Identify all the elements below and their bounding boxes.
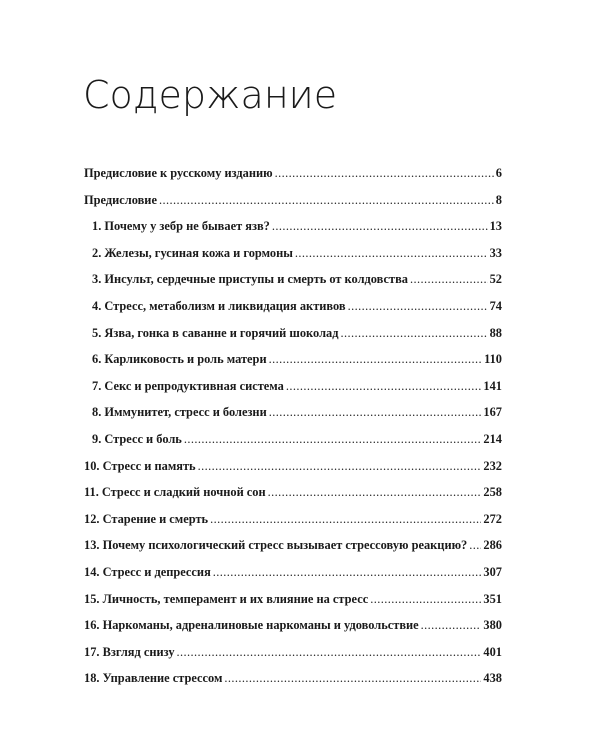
dot-leader — [269, 405, 482, 420]
toc-entry[interactable] — [84, 565, 502, 592]
toc-entry[interactable] — [84, 538, 502, 565]
toc-entry[interactable] — [84, 485, 502, 512]
toc-entry-page: 401 — [483, 644, 502, 659]
toc-entry[interactable] — [84, 379, 502, 406]
toc-entry-title: 12. Старение и смерть — [84, 511, 209, 526]
toc-entry[interactable] — [84, 326, 502, 353]
toc-entry-page: 52 — [489, 272, 502, 287]
dot-leader — [275, 166, 494, 181]
dot-leader — [224, 671, 481, 686]
dot-leader — [295, 246, 488, 261]
dot-leader — [198, 459, 482, 474]
toc-entry[interactable] — [84, 512, 502, 539]
dot-leader — [421, 618, 482, 633]
toc-entry-page: 110 — [484, 352, 502, 367]
toc-entry[interactable] — [84, 592, 502, 619]
dot-leader — [370, 592, 481, 607]
toc-entry-title: Предисловие — [84, 192, 157, 207]
dot-leader — [340, 326, 487, 341]
toc-entry-page: 272 — [483, 511, 502, 526]
table-of-contents — [84, 166, 502, 698]
toc-entry[interactable] — [84, 432, 502, 459]
toc-entry[interactable] — [84, 193, 502, 220]
toc-entry-page: 438 — [483, 671, 502, 686]
toc-entry-title: 16. Наркоманы, адреналиновые наркоманы и удовольствие — [84, 618, 419, 633]
toc-entry-page: 167 — [483, 405, 502, 420]
toc-entry-page: 13 — [489, 219, 502, 234]
toc-entry[interactable] — [84, 645, 502, 672]
dot-leader — [469, 538, 481, 553]
dot-leader — [159, 193, 494, 208]
toc-entry[interactable] — [84, 405, 502, 432]
toc-entry-title: 2. Железы, гусиная кожа и гормоны — [92, 245, 293, 260]
toc-entry-page: 286 — [483, 538, 502, 553]
toc-entry-title: 4. Стресс, метаболизм и ликвидация активов — [92, 298, 346, 313]
dot-leader — [286, 379, 482, 394]
toc-entry-title: 5. Язва, гонка в саванне и горячий шоколад — [92, 325, 339, 340]
dot-leader — [272, 219, 488, 234]
toc-entry-page: 33 — [489, 245, 502, 260]
toc-entry-title: 9. Стресс и боль — [92, 431, 182, 446]
toc-entry-title: 13. Почему психологический стресс вызывает стрессовую реакцию? — [84, 538, 468, 553]
toc-entry[interactable] — [84, 459, 502, 486]
toc-entry-page: 258 — [483, 485, 502, 500]
toc-entry-title: 3. Инсульт, сердечные приступы и смерть от колдовства — [92, 272, 408, 287]
toc-entry[interactable] — [84, 352, 502, 379]
toc-entry-page: 351 — [483, 591, 502, 606]
toc-entry-title: 11. Стресс и сладкий ночной сон — [84, 485, 266, 500]
toc-entry-title: 17. Взгляд снизу — [84, 644, 175, 659]
toc-entry-title: 14. Стресс и депрессия — [84, 564, 211, 579]
toc-entry-page: 88 — [489, 325, 502, 340]
toc-entry-page: 214 — [483, 431, 502, 446]
dot-leader — [210, 512, 481, 527]
toc-entry-page: 141 — [483, 378, 502, 393]
toc-entry[interactable] — [84, 671, 502, 698]
toc-entry-title: 8. Иммунитет, стресс и болезни — [92, 405, 267, 420]
toc-entry-title: 7. Секс и репродуктивная система — [92, 378, 284, 393]
toc-entry[interactable] — [84, 246, 502, 273]
dot-leader — [269, 352, 483, 367]
page-title: Содержание — [83, 73, 338, 117]
toc-entry-page: 232 — [483, 458, 502, 473]
dot-leader — [184, 432, 482, 447]
toc-entry[interactable] — [84, 618, 502, 645]
toc-entry-title: 18. Управление стрессом — [84, 671, 223, 686]
toc-entry-page: 74 — [489, 298, 502, 313]
toc-entry[interactable] — [84, 219, 502, 246]
toc-entry-page: 6 — [495, 166, 502, 180]
toc-entry-page: 380 — [483, 618, 502, 633]
toc-entry[interactable] — [84, 299, 502, 326]
dot-leader — [348, 299, 488, 314]
toc-entry[interactable] — [84, 272, 502, 299]
toc-entry-title: 15. Личность, темперамент и их влияние на стресс — [84, 591, 369, 606]
toc-entry-title: Предисловие к русскому изданию — [84, 166, 273, 180]
toc-entry-page: 8 — [495, 192, 502, 207]
toc-entry-title: 6. Карликовость и роль матери — [92, 352, 267, 367]
dot-leader — [177, 645, 482, 660]
toc-entry-title: 10. Стресс и память — [84, 458, 196, 473]
dot-leader — [410, 272, 488, 287]
dot-leader — [213, 565, 482, 580]
toc-entry-title: 1. Почему у зебр не бывает язв? — [92, 219, 270, 234]
toc-entry-page: 307 — [483, 564, 502, 579]
dot-leader — [268, 485, 482, 500]
toc-entry[interactable] — [84, 166, 502, 193]
